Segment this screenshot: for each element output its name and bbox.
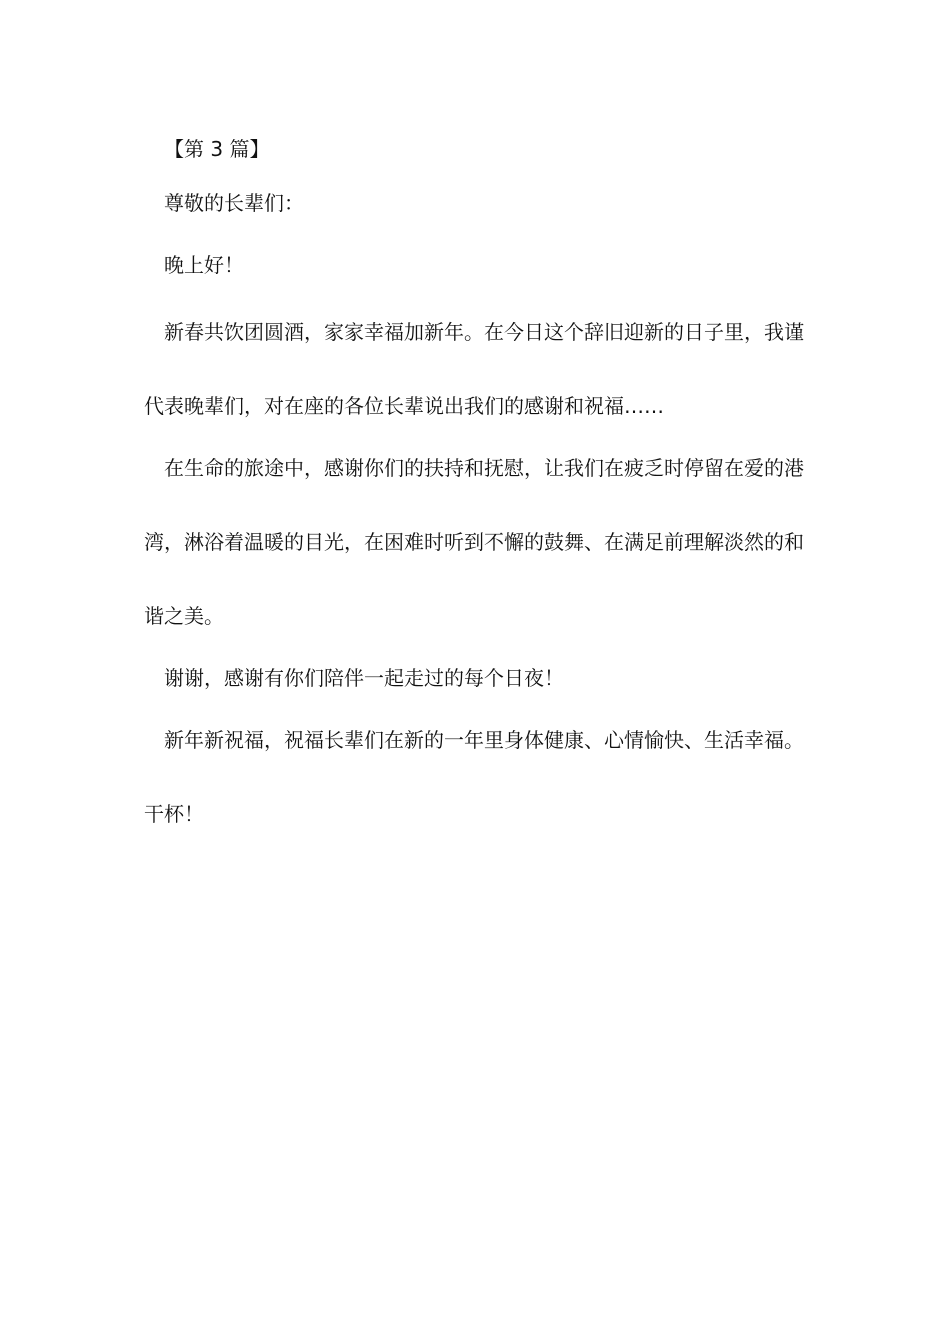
paragraph-new-year: 新春共饮团圆酒，家家幸福加新年。在今日这个辞旧迎新的日子里，我谨代表晚辈们，对在座的各位长辈说出我们的感谢和祝福……	[144, 320, 804, 418]
paragraph-toast: 新年新祝福，祝福长辈们在新的一年里身体健康、心情愉快、生活幸福。干杯！	[144, 728, 804, 826]
salutation: 尊敬的长辈们：	[164, 191, 304, 215]
section-heading: 【第 3 篇】	[164, 137, 270, 161]
paragraph-gratitude: 在生命的旅途中，感谢你们的扶持和抚慰，让我们在疲乏时停留在爱的港湾，淋浴着温暖的目光，在困难时听到不懈的鼓舞、在满足前理解淡然的和谐之美。	[144, 456, 804, 628]
paragraph-thanks: 谢谢，感谢有你们陪伴一起走过的每个日夜！	[164, 666, 564, 690]
greeting: 晚上好！	[164, 253, 244, 277]
document-body	[144, 134, 812, 851]
